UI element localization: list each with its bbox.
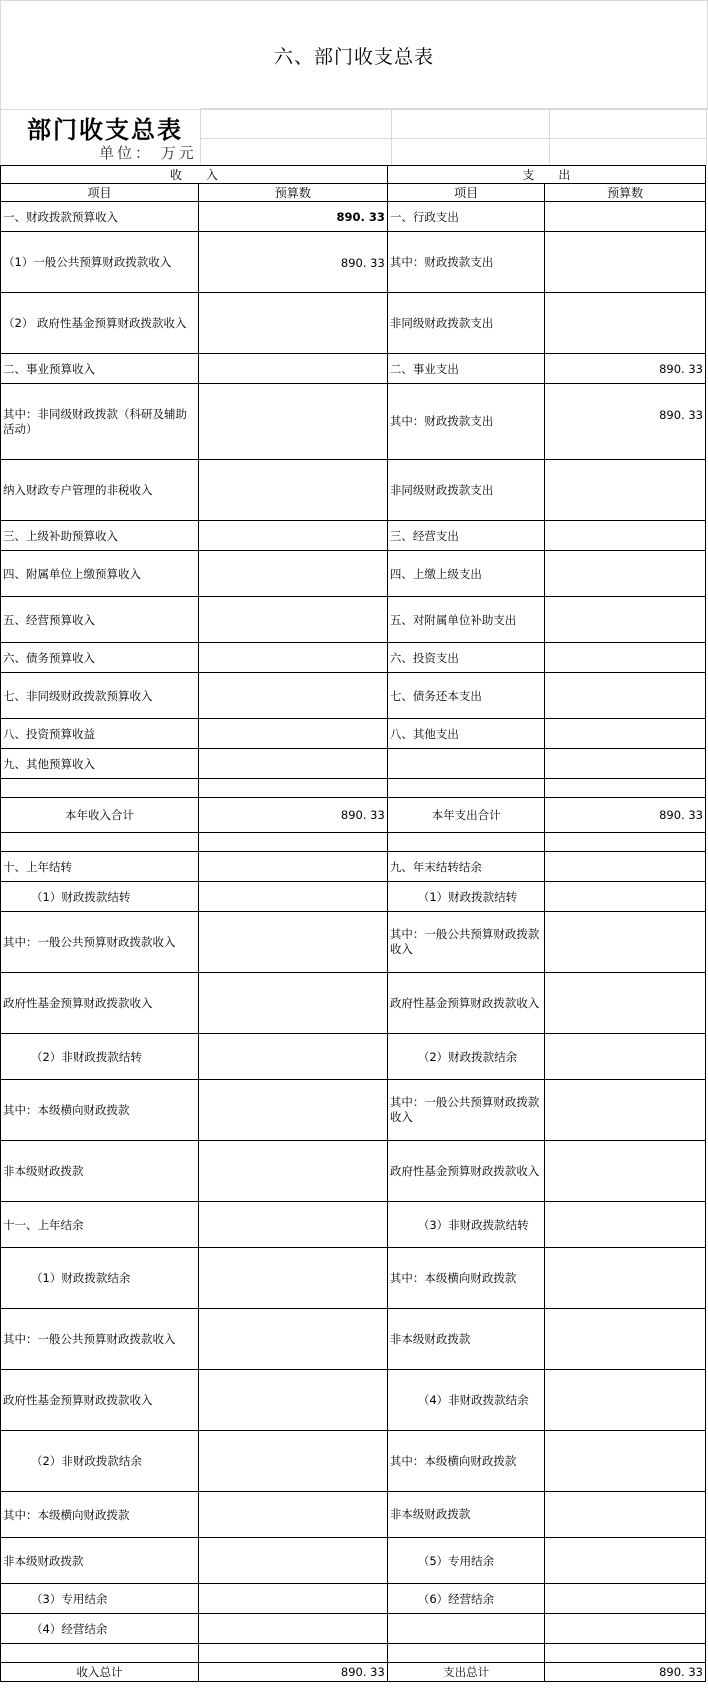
table-row (1, 1584, 706, 1614)
income-amount-cell (198, 1538, 387, 1584)
income-item-cell: 四、附属单位上缴预算收入 (1, 551, 199, 597)
income-item-cell (1, 1644, 199, 1663)
income-item-cell: 收入总计 (1, 1663, 199, 1682)
expense-amount-cell (545, 1141, 706, 1202)
table-row (1, 551, 706, 597)
income-amount-cell (198, 551, 387, 597)
table-row (1, 912, 706, 973)
expense-amount-cell (545, 232, 706, 293)
income-amount-cell (198, 852, 387, 882)
expense-item-cell: （3）非财政拨款结转 (387, 1202, 545, 1248)
expense-amount-cell (545, 833, 706, 852)
expense-item-cell: 政府性基金预算财政拨款收入 (387, 973, 545, 1034)
income-item-cell: 七、非同级财政拨款预算收入 (1, 673, 199, 719)
income-amount-cell: 890. 33 (198, 232, 387, 293)
expense-amount-cell (545, 1492, 706, 1538)
table-row (1, 749, 706, 779)
col-header-amount: 预算数 (198, 184, 387, 202)
expense-amount-cell (545, 882, 706, 912)
income-item-cell: 八、投资预算收益 (1, 719, 199, 749)
expense-amount-cell: 890. 33 (545, 384, 706, 460)
expense-amount-cell (545, 521, 706, 551)
expense-amount-cell (545, 1309, 706, 1370)
income-item-cell: 其中：本级横向财政拨款 (1, 1080, 199, 1141)
income-item-cell: 非本级财政拨款 (1, 1141, 199, 1202)
table-row (1, 384, 706, 460)
income-item-cell: 其中：非同级财政拨款（科研及辅助活动） (1, 384, 199, 460)
expense-amount-cell (545, 1584, 706, 1614)
income-item-cell: 二、事业预算收入 (1, 354, 199, 384)
expense-item-cell: 本年支出合计 (387, 798, 545, 833)
expense-amount-cell (545, 1644, 706, 1663)
income-amount-cell (198, 833, 387, 852)
expense-item-cell: 非同级财政拨款支出 (387, 460, 545, 521)
income-item-cell: 本年收入合计 (1, 798, 199, 833)
expense-amount-cell: 890. 33 (545, 798, 706, 833)
income-item-cell (1, 779, 199, 798)
expense-amount-cell (545, 1080, 706, 1141)
income-item-cell: 十一、上年结余 (1, 1202, 199, 1248)
expense-amount-cell (545, 779, 706, 798)
expense-amount-cell (545, 643, 706, 673)
income-amount-cell (198, 460, 387, 521)
income-amount-cell (198, 1492, 387, 1538)
income-amount-cell (198, 1141, 387, 1202)
expense-item-cell: （5）专用结余 (387, 1538, 545, 1584)
income-amount-cell (198, 719, 387, 749)
income-item-cell: 其中：一般公共预算财政拨款收入 (1, 912, 199, 973)
table-row (1, 973, 706, 1034)
expense-amount-cell (545, 912, 706, 973)
income-amount-cell (198, 1309, 387, 1370)
expense-item-cell: 非本级财政拨款 (387, 1492, 545, 1538)
income-amount-cell (198, 749, 387, 779)
table-row (1, 882, 706, 912)
income-amount-cell (198, 384, 387, 460)
income-item-cell: （3）专用结余 (1, 1584, 199, 1614)
col-header-item: 项目 (1, 184, 199, 202)
income-item-cell: 九、其他预算收入 (1, 749, 199, 779)
income-amount-cell (198, 1080, 387, 1141)
expense-item-cell: 其中：本级横向财政拨款 (387, 1248, 545, 1309)
expense-item-cell: 政府性基金预算财政拨款收入 (387, 1141, 545, 1202)
table-row (1, 1492, 706, 1538)
table-row (1, 779, 706, 798)
expense-item-cell: （2）财政拨款结余 (387, 1034, 545, 1080)
income-amount-cell (198, 1370, 387, 1431)
table-row (1, 1431, 706, 1492)
expense-item-cell: 支出总计 (387, 1663, 545, 1682)
expense-item-cell (387, 1644, 545, 1663)
table-row (1, 1663, 706, 1682)
income-item-cell: 纳入财政专户管理的非税收入 (1, 460, 199, 521)
income-amount-cell: 890. 33 (198, 798, 387, 833)
income-item-cell: （2）非财政拨款结转 (1, 1034, 199, 1080)
expense-item-cell: 五、对附属单位补助支出 (387, 597, 545, 643)
income-item-cell: 政府性基金预算财政拨款收入 (1, 973, 199, 1034)
expense-item-cell: 三、经营支出 (387, 521, 545, 551)
income-item-cell: 非本级财政拨款 (1, 1538, 199, 1584)
income-item-cell: 十、上年结转 (1, 852, 199, 882)
income-item-cell (1, 833, 199, 852)
table-row (1, 1248, 706, 1309)
table-row (1, 852, 706, 882)
income-item-cell: 三、上级补助预算收入 (1, 521, 199, 551)
table-row (1, 643, 706, 673)
table-row (1, 1309, 706, 1370)
expense-amount-cell: 890. 33 (545, 1663, 706, 1682)
expense-amount-cell (545, 1034, 706, 1080)
expense-item-cell: 非同级财政拨款支出 (387, 293, 545, 354)
page-title: 六、部门收支总表 (0, 0, 708, 110)
expense-amount-cell (545, 293, 706, 354)
expense-item-cell: （4）非财政拨款结余 (387, 1370, 545, 1431)
expense-amount-cell (545, 597, 706, 643)
income-item-cell: （1）财政拨款结转 (1, 882, 199, 912)
expense-amount-cell (545, 973, 706, 1034)
expense-amount-cell (545, 852, 706, 882)
table-row (1, 798, 706, 833)
table-row (1, 1080, 706, 1141)
expense-item-cell (387, 749, 545, 779)
expense-amount-cell (545, 202, 706, 232)
expense-item-cell: （1）财政拨款结转 (387, 882, 545, 912)
expense-item-cell: 二、事业支出 (387, 354, 545, 384)
expense-item-cell: 六、投资支出 (387, 643, 545, 673)
unit-label: 单位： 万元 (99, 144, 197, 162)
col-header-amount: 预算数 (545, 184, 706, 202)
table-row (1, 460, 706, 521)
table-row (1, 1538, 706, 1584)
expense-item-cell: 一、行政支出 (387, 202, 545, 232)
income-amount-cell (198, 354, 387, 384)
income-item-cell: 政府性基金预算财政拨款收入 (1, 1370, 199, 1431)
income-section-header: 收 入 (1, 166, 388, 184)
table-row (1, 232, 706, 293)
table-row (1, 1202, 706, 1248)
table-row (1, 1370, 706, 1431)
table-row (1, 1614, 706, 1644)
expense-item-cell: 七、债务还本支出 (387, 673, 545, 719)
income-item-cell: 五、经营预算收入 (1, 597, 199, 643)
table-row (1, 1034, 706, 1080)
expense-amount-cell: 890. 33 (545, 354, 706, 384)
table-row (1, 597, 706, 643)
expense-item-cell: （6）经营结余 (387, 1584, 545, 1614)
expense-item-cell (387, 1614, 545, 1644)
income-item-cell: 其中：一般公共预算财政拨款收入 (1, 1309, 199, 1370)
expense-item-cell: 非本级财政拨款 (387, 1309, 545, 1370)
report-title: 部门收支总表 (27, 115, 183, 144)
income-item-cell: （1）一般公共预算财政拨款收入 (1, 232, 199, 293)
income-item-cell: 六、债务预算收入 (1, 643, 199, 673)
table-row (1, 833, 706, 852)
income-item-cell: 一、财政拨款预算收入 (1, 202, 199, 232)
expense-item-cell: 其中：财政拨款支出 (387, 384, 545, 460)
table-row (1, 1644, 706, 1663)
income-amount-cell (198, 882, 387, 912)
income-amount-cell (198, 1614, 387, 1644)
expense-amount-cell (545, 673, 706, 719)
income-amount-cell: 890. 33 (198, 202, 387, 232)
income-item-cell: （2） 政府性基金预算财政拨款收入 (1, 293, 199, 354)
income-amount-cell (198, 1248, 387, 1309)
table-row (1, 719, 706, 749)
col-header-item: 项目 (387, 184, 545, 202)
income-amount-cell (198, 973, 387, 1034)
table-row (1, 1141, 706, 1202)
income-amount-cell (198, 1034, 387, 1080)
table-row (1, 293, 706, 354)
expense-section-header: 支 出 (387, 166, 705, 184)
expense-amount-cell (545, 1431, 706, 1492)
expense-amount-cell (545, 1370, 706, 1431)
income-amount-cell (198, 643, 387, 673)
income-amount-cell (198, 521, 387, 551)
income-amount-cell (198, 673, 387, 719)
table-row (1, 673, 706, 719)
table-row (1, 202, 706, 232)
income-amount-cell (198, 1431, 387, 1492)
income-amount-cell (198, 779, 387, 798)
expense-amount-cell (545, 460, 706, 521)
income-item-cell: 其中：本级横向财政拨款 (1, 1492, 199, 1538)
expense-amount-cell (545, 1202, 706, 1248)
income-amount-cell (198, 1202, 387, 1248)
income-amount-cell (198, 912, 387, 973)
income-amount-cell (198, 1644, 387, 1663)
income-amount-cell: 890. 33 (198, 1663, 387, 1682)
expense-item-cell: 其中：财政拨款支出 (387, 232, 545, 293)
expense-amount-cell (545, 551, 706, 597)
expense-amount-cell (545, 719, 706, 749)
expense-item-cell: 四、上缴上级支出 (387, 551, 545, 597)
expense-item-cell: 其中：一般公共预算财政拨款收入 (387, 1080, 545, 1141)
income-item-cell: （2）非财政拨款结余 (1, 1431, 199, 1492)
income-item-cell: （1）财政拨款结余 (1, 1248, 199, 1309)
table-row (1, 354, 706, 384)
expense-item-cell: 其中：本级横向财政拨款 (387, 1431, 545, 1492)
expense-amount-cell (545, 1538, 706, 1584)
income-item-cell: （4）经营结余 (1, 1614, 199, 1644)
table-row (1, 521, 706, 551)
income-amount-cell (198, 597, 387, 643)
expense-item-cell: 其中：一般公共预算财政拨款收入 (387, 912, 545, 973)
expense-amount-cell (545, 1248, 706, 1309)
income-amount-cell (198, 1584, 387, 1614)
expense-item-cell: 八、其他支出 (387, 719, 545, 749)
expense-item-cell (387, 833, 545, 852)
table-body (1, 202, 706, 1682)
expense-amount-cell (545, 1614, 706, 1644)
expense-item-cell (387, 779, 545, 798)
budget-table (0, 165, 706, 1682)
expense-amount-cell (545, 749, 706, 779)
expense-item-cell: 九、年末结转结余 (387, 852, 545, 882)
income-amount-cell (198, 293, 387, 354)
